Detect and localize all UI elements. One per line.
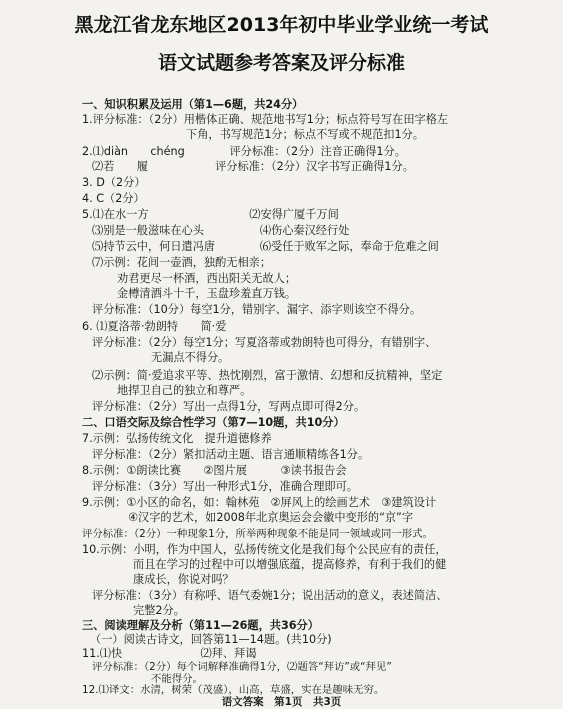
section-heading: 三、阅读理解及分析（第11—26题，共36分） [82,619,319,632]
document-subtitle: 语文试题参考答案及评分标准 [157,52,405,74]
answer-line: 康成长，你说对吗？ [133,573,234,586]
answer-line: 地捍卫自己的独立和尊严。 [117,384,252,397]
answer-line: ⑵示例：简·爱追求平等、热忱刚烈，富于激情、幻想和反抗精神，坚定 [92,369,443,382]
answer-line: 评分标准：（2分）紧扣活动主题、语言通顺精练各1分。 [92,448,370,461]
answer-line: 完整2分。 [133,604,185,617]
answer-line: 12.⑴译文：水清，树荣（茂盛），山高，草盛，实在是趣味无穷。 [82,684,385,696]
answer-line: （一）阅读古诗文，回答第11—14题。(共10分) [90,633,332,646]
answer-line: 7.示例：弘扬传统文化 提升道德修养 [82,432,272,445]
answer-line: 8.示例：①朗读比赛 ②图片展 ③读书报告会 [82,464,347,477]
answer-line: 11.⑴快 ⑵拜、拜谒 [82,647,257,660]
answer-line: 评分标准：（2分）每空1分；写夏洛蒂或勃朗特也可得分，有错别字、 [92,336,437,349]
section-heading: 二、口语交际及综合性学习（第7—10题，共10分） [82,416,345,429]
answer-line: 不能得分。 [151,673,203,685]
answer-line: ⑸持节云中，何日遣冯唐 ⑹受任于败军之际，奉命于危难之间 [92,240,439,253]
answer-line: 评分标准：（10分）每空1分，错别字、漏字、添字则该空不得分。 [92,303,422,316]
answer-line: 9.示例：①小区的命名，如：翰林苑 ②屏风上的绘画艺术 ③建筑设计 [82,496,437,509]
answer-line: ⑶别是一般滋味在心头 ⑷伤心秦汉经行处 [92,224,350,237]
document-title: 黑龙江省龙东地区2013年初中毕业学业统一考试 [74,14,489,36]
answer-line: 无漏点不得分。 [151,351,230,364]
answer-line: 4. C（2分） [82,192,145,205]
section-heading: 一、知识积累及运用（第1—6题，共24分） [82,98,304,111]
answer-line: 劝君更尽一杯酒，西出阳关无故人； [117,272,297,285]
answer-line: 3. D（2分） [82,176,146,189]
answer-line: 评分标准：（2分）一种现象1分，所举两种现象不能是同一领域或同一形式。 [82,528,433,540]
answer-line: 2.⑴diàn chéng 评分标准：（2分）注音正确得1分。 [82,145,406,158]
answer-line: ④汉字的艺术，如2008年北京奥运会会徽中变形的“京”字 [128,511,414,524]
answer-line: 而且在学习的过程中可以增强底蕴，提高修养，有利于我们的健 [133,558,447,571]
answer-line: 金樽清酒斗十千，玉盘珍羞直万钱。 [117,287,297,300]
answer-line: 评分标准：（3分）有称呼、语气委婉1分；说出活动的意义，表述简洁、 [92,589,448,602]
answer-line: 评分标准：（2分）写出一点得1分，写两点即可得2分。 [92,400,366,413]
answer-line: ⑺示例：花间一壶酒，独酌无相亲； [92,256,272,269]
answer-line: 6. ⑴夏洛蒂·勃朗特 简·爱 [82,320,227,333]
answer-line: 1.评分标准：（2分）用楷体正确、规范地书写1分；标点符号写在田字格左 [82,113,449,126]
answer-line: 评分标准：（3分）写出一种形式1分，准确合理即可。 [92,480,358,493]
answer-line: 下角，书写规范1分；标点不写或不规范扣1分。 [186,128,424,141]
page-footer: 语文答案 第1页 共3页 [221,696,342,708]
answer-line: 10.示例：小明，作为中国人，弘扬传统文化是我们每个公民应有的责任， [82,543,447,556]
answer-line: 评分标准：（2分）每个词解释准确得1分，⑵题答“拜访”或“拜见” [92,661,392,673]
answer-line: ⑵若 履 评分标准：（2分）汉字书写正确得1分。 [92,160,414,173]
answer-line: 5.⑴在水一方 ⑵安得广厦千万间 [82,208,339,221]
